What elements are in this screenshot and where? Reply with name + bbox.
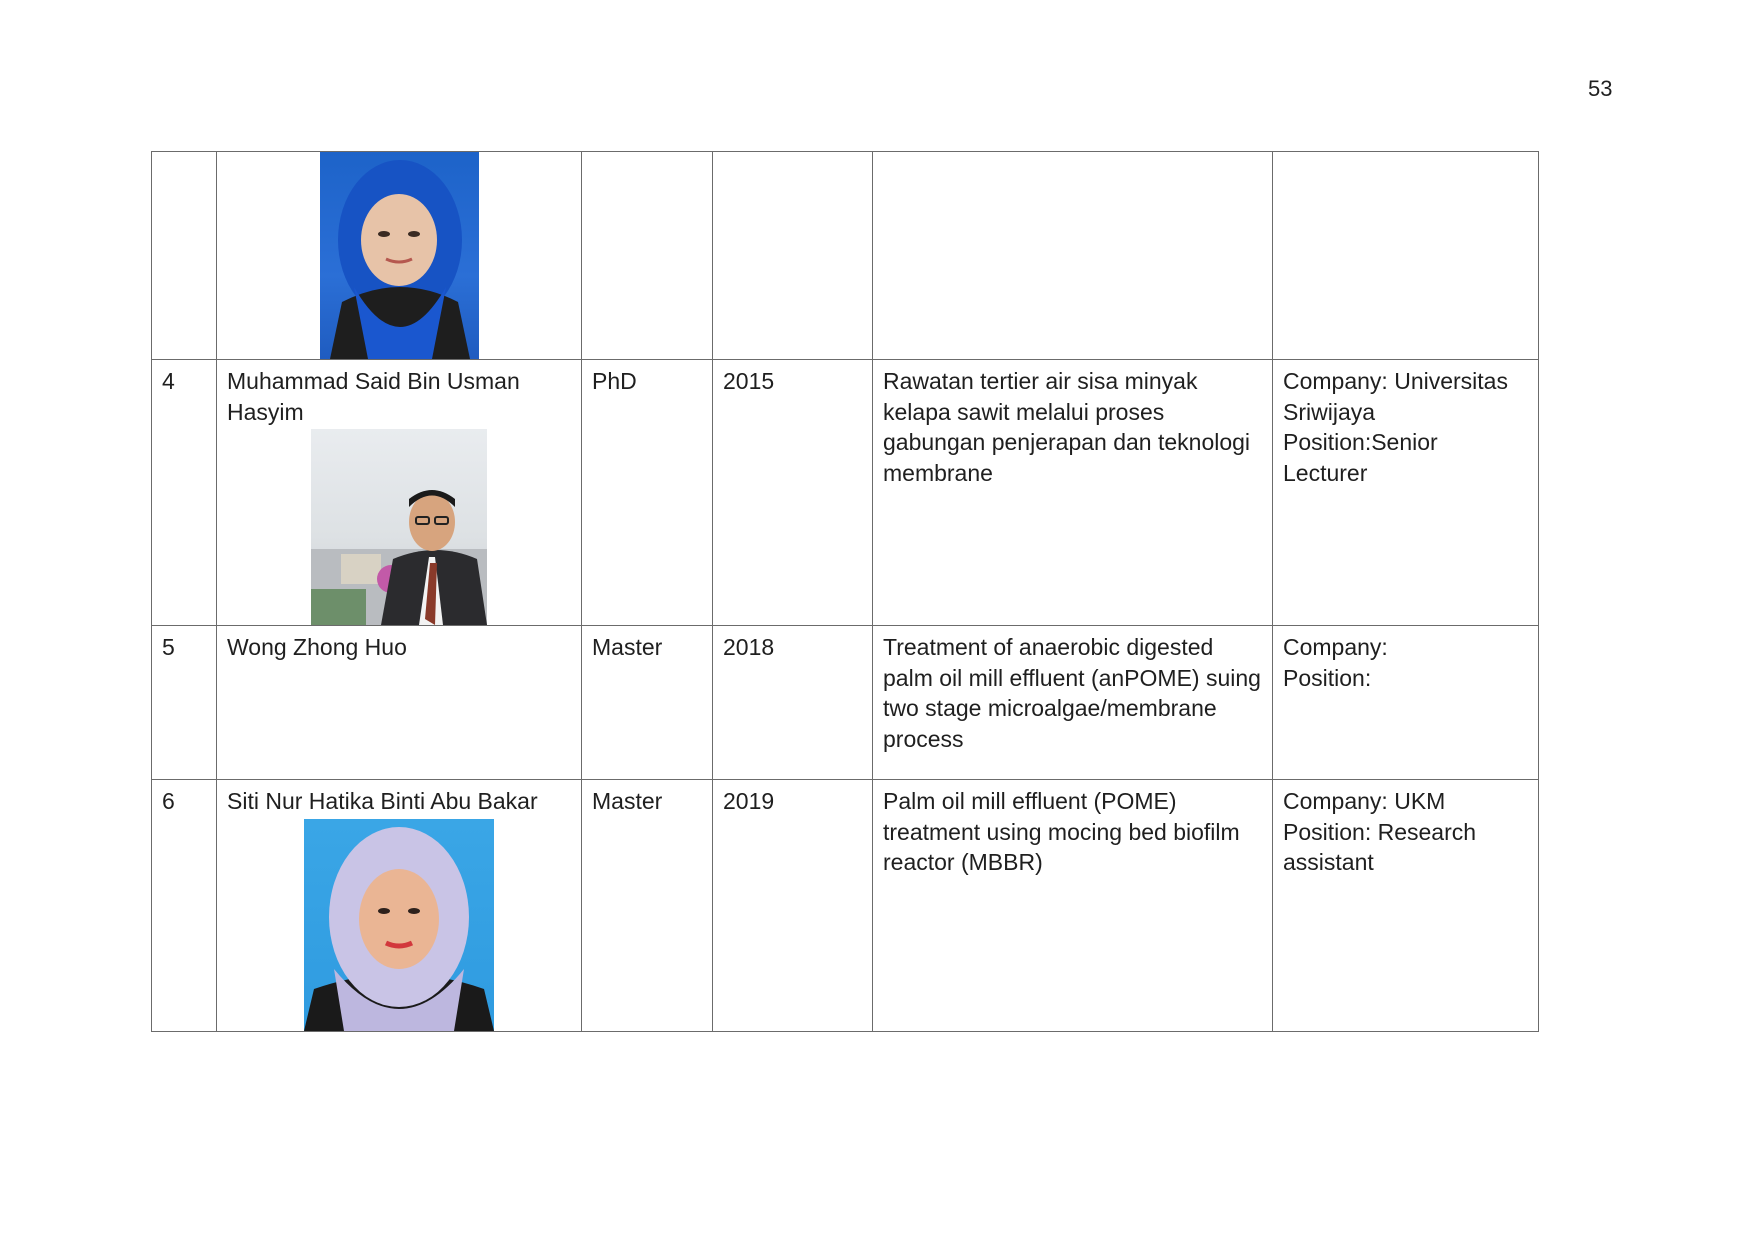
student-name: Siti Nur Hatika Binti Abu Bakar	[227, 788, 538, 814]
position-text: Position:Senior Lecturer	[1283, 429, 1438, 486]
employment-cell	[1273, 626, 1539, 780]
table-row	[152, 780, 1539, 1032]
no-cell: 6	[152, 780, 217, 1032]
degree-cell: PhD	[582, 360, 713, 626]
no-cell: 4	[152, 360, 217, 626]
company-text: Company:	[1283, 634, 1388, 660]
employment-cell	[1273, 152, 1539, 360]
thesis-cell: Treatment of anaerobic digested palm oil mill effluent (anPOME) suing two stage microalgae/membrane process	[873, 626, 1273, 780]
name-cell	[217, 360, 582, 626]
student-name: Muhammad Said Bin Usman Hasyim	[227, 368, 520, 425]
student-photo	[311, 429, 487, 625]
thesis-cell	[873, 152, 1273, 360]
table-row	[152, 152, 1539, 360]
year-cell: 2018	[713, 626, 873, 780]
table-row	[152, 626, 1539, 780]
company-text: Company: Universitas Sriwijaya	[1283, 368, 1508, 425]
student-photo	[320, 152, 479, 359]
position-text: Position:	[1283, 664, 1372, 691]
year-cell: 2015	[713, 360, 873, 626]
degree-cell: Master	[582, 626, 713, 780]
employment-cell	[1273, 780, 1539, 1032]
student-photo	[304, 819, 494, 1031]
name-cell	[217, 152, 582, 360]
degree-cell: Master	[582, 780, 713, 1032]
degree-cell	[582, 152, 713, 360]
page-number: 53	[1588, 76, 1613, 101]
no-cell	[152, 152, 217, 360]
year-cell	[713, 152, 873, 360]
name-cell	[217, 626, 582, 780]
year-cell: 2019	[713, 780, 873, 1032]
position-text: Position: Research assistant	[1283, 818, 1477, 875]
thesis-cell: Palm oil mill effluent (POME) treatment using mocing bed biofilm reactor (MBBR)	[873, 780, 1273, 1032]
table-row	[152, 360, 1539, 626]
thesis-cell: Rawatan tertier air sisa minyak kelapa sawit melalui proses gabungan penjerapan dan teknologi membrane	[873, 360, 1273, 626]
name-cell	[217, 780, 582, 1032]
company-text: Company: UKM	[1283, 788, 1446, 814]
no-cell: 5	[152, 626, 217, 780]
employment-cell	[1273, 360, 1539, 626]
student-name: Wong Zhong Huo	[227, 634, 407, 660]
students-table	[151, 151, 1539, 1032]
